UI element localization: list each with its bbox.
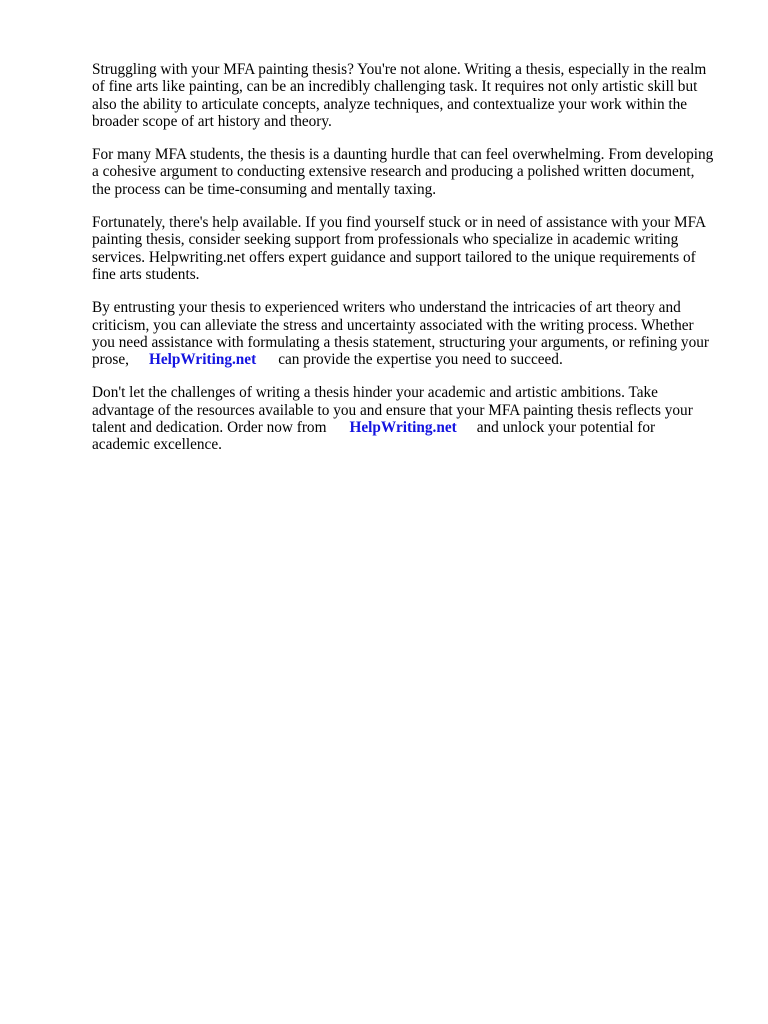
- text-line: advantage of the resources available to you and ensure that your MFA painting thesis reflects your: [92, 401, 693, 419]
- text-line: Don't let the challenges of writing a thesis hinder your academic and artistic ambitions. Take: [92, 384, 658, 402]
- helpwriting-link[interactable]: HelpWriting.net: [148, 351, 257, 369]
- paragraph-4: [92, 299, 732, 368]
- text-line: academic excellence.: [92, 436, 222, 454]
- text-line: a cohesive argument to conducting extensive research and producing a polished written document,: [92, 163, 695, 181]
- text-fragment: and unlock your potential for: [476, 419, 656, 437]
- text-line: you need assistance with formulating a thesis statement, structuring your arguments, or refining your: [92, 333, 709, 351]
- text-line: broader scope of art history and theory.: [92, 112, 332, 130]
- text-line-with-link: [92, 419, 732, 436]
- text-line: For many MFA students, the thesis is a daunting hurdle that can feel overwhelming. From developing: [92, 146, 714, 164]
- document-body: [92, 61, 732, 470]
- text-line: also the ability to articulate concepts, analyze techniques, and contextualize your work within the: [92, 95, 688, 113]
- paragraph-3: [92, 214, 732, 283]
- paragraph-5: [92, 384, 732, 453]
- text-line: fine arts students.: [92, 265, 200, 283]
- helpwriting-link[interactable]: HelpWriting.net: [349, 419, 457, 437]
- text-line: Struggling with your MFA painting thesis? You're not alone. Writing a thesis, especially in the realm: [92, 61, 707, 78]
- text-line: painting thesis, consider seeking support from professionals who specialize in academic writing: [92, 231, 679, 249]
- paragraph-2: [92, 146, 732, 198]
- text-line: Fortunately, there's help available. If you find yourself stuck or in need of assistance with your MFA: [92, 214, 707, 232]
- text-fragment: prose,: [92, 351, 129, 369]
- text-line: services. Helpwriting.net offers expert guidance and support tailored to the unique requirements of: [92, 248, 696, 266]
- text-line-with-link: [92, 351, 732, 368]
- text-line: By entrusting your thesis to experienced writers who understand the intricacies of art theory and: [92, 299, 681, 317]
- text-fragment: can provide the expertise you need to succeed.: [278, 351, 563, 369]
- paragraph-1: [92, 61, 732, 130]
- text-line: criticism, you can alleviate the stress and uncertainty associated with the writing process. Whether: [92, 316, 694, 334]
- text-line: of fine arts like painting, can be an incredibly challenging task. It requires not only artistic skill but: [92, 78, 698, 96]
- text-line: the process can be time-consuming and mentally taxing.: [92, 180, 437, 198]
- text-fragment: talent and dedication. Order now from: [92, 419, 327, 437]
